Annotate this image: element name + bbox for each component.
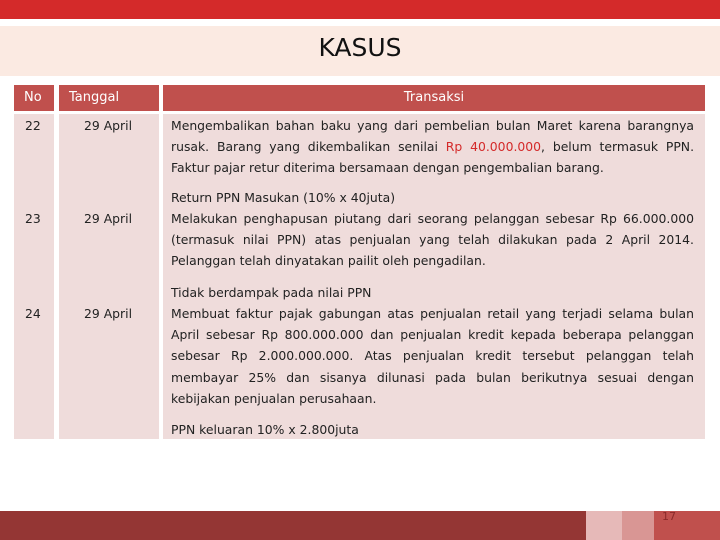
header-transaksi: Transaksi — [163, 85, 705, 111]
footer-mid-segment — [622, 511, 654, 540]
row-22-note: Return PPN Masukan (10% x 40juta) — [171, 190, 396, 205]
footer-light-segment — [586, 511, 622, 540]
row-23-note: Tidak berdampak pada nilai PPN — [171, 285, 372, 300]
row-22-highlight-amount: Rp 40.000.000 — [445, 139, 542, 155]
row-24-date: 29 April — [84, 306, 133, 321]
row-23-no: 23 — [25, 211, 41, 226]
top-accent-bar — [0, 0, 720, 19]
row-22-desc-text-end: , belum termasuk PPN. Faktur pajar retur diterima bersamaan dengan pengembalian barang. — [171, 139, 695, 176]
slide-title: KASUS — [318, 33, 402, 62]
header-no: No — [14, 85, 54, 111]
row-22-desc-text: Mengembalikan bahan baku yang dari pembelian bulan Maret karena barangnya rusak. Barang yang dikembalikan senilai — [171, 118, 694, 155]
row-24-description: Membuat faktur pajak gabungan atas penjualan retail yang terjadi selama bulan April sebesar Rp 800.000.000 dan penjualan kredit kepada beberapa pelanggan sebesar Rp 2.000.000.000. Atas penjualan kredit tersebut pelanggan telah membayar 25% dan sisanya dilunasi pada bulan berikutnya sesuai dengan kebijakan penjualan perusahaan. — [171, 306, 694, 406]
row-23-date: 29 April — [84, 211, 133, 226]
page-number: 17 — [662, 510, 676, 523]
row-22-description — [171, 115, 694, 179]
row-24-note: PPN keluaran 10% x 2.800juta — [171, 422, 359, 437]
row-23-description: Melakukan penghapusan piutang dari seorang pelanggan sebesar Rp 66.000.000 (termasuk nilai PPN) atas penjualan yang telah dilakukan pada 2 April 2014. Pelanggan telah dinyatakan pailit oleh pengadilan. — [171, 211, 694, 269]
footer-dark-segment — [0, 511, 586, 540]
column-no-body — [14, 114, 54, 439]
row-22-date: 29 April — [84, 118, 133, 133]
row-22-no: 22 — [25, 118, 41, 133]
row-24-no: 24 — [25, 306, 41, 321]
header-tanggal: Tanggal — [59, 85, 159, 111]
column-tanggal-body — [59, 114, 159, 439]
